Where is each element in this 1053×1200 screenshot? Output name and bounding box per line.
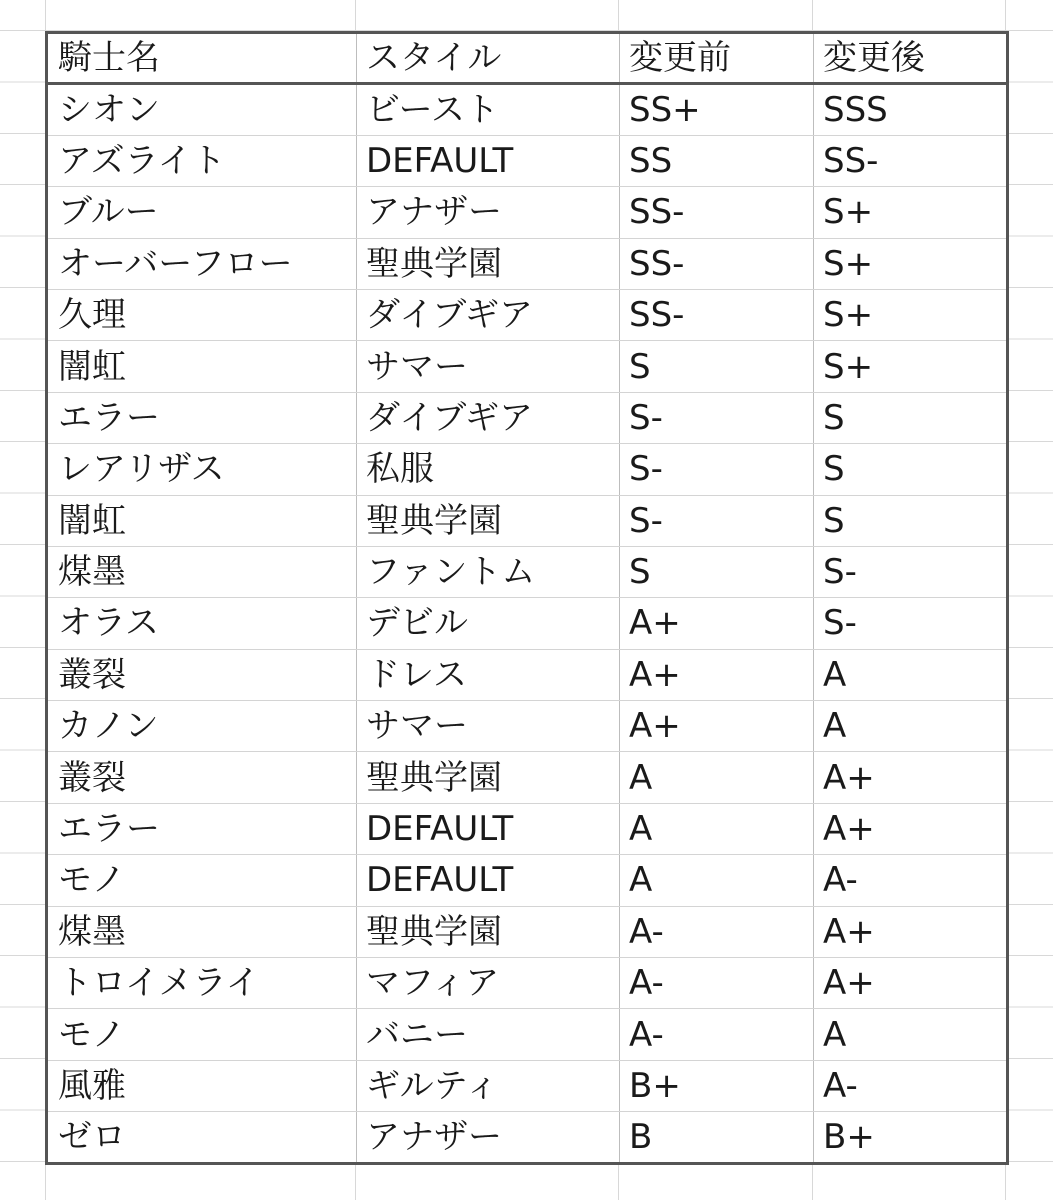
cell-after[interactable]: SSS	[814, 84, 1008, 135]
cell-knight-name[interactable]: 叢裂	[47, 649, 357, 700]
cell-after[interactable]: A	[814, 649, 1008, 700]
cell-knight-name[interactable]: オラス	[47, 598, 357, 649]
cell-knight-name[interactable]: 風雅	[47, 1060, 357, 1111]
cell-before[interactable]: A+	[620, 598, 814, 649]
cell-before[interactable]: SS+	[620, 84, 814, 135]
cell-style[interactable]: デビル	[357, 598, 620, 649]
cell-before[interactable]: B+	[620, 1060, 814, 1111]
header-cell-style[interactable]: スタイル	[357, 33, 620, 84]
cell-knight-name[interactable]: ブルー	[47, 187, 357, 238]
cell-before[interactable]: B	[620, 1112, 814, 1163]
cell-knight-name[interactable]: シオン	[47, 84, 357, 135]
table-row	[47, 444, 1008, 495]
cell-after[interactable]: A+	[814, 752, 1008, 803]
cell-style[interactable]: DEFAULT	[357, 803, 620, 854]
header-cell-after[interactable]: 変更後	[814, 33, 1008, 84]
cell-style[interactable]: バニー	[357, 1009, 620, 1060]
cell-before[interactable]: A-	[620, 1009, 814, 1060]
cell-after[interactable]: A+	[814, 803, 1008, 854]
cell-after[interactable]: A+	[814, 906, 1008, 957]
cell-before[interactable]: SS-	[620, 187, 814, 238]
cell-style[interactable]: 私服	[357, 444, 620, 495]
cell-after[interactable]: S	[814, 392, 1008, 443]
table-row	[47, 803, 1008, 854]
table-row	[47, 1060, 1008, 1111]
cell-style[interactable]: サマー	[357, 701, 620, 752]
table-row	[47, 958, 1008, 1009]
cell-before[interactable]: A-	[620, 958, 814, 1009]
cell-knight-name[interactable]: 久理	[47, 289, 357, 340]
cell-style[interactable]: 聖典学園	[357, 752, 620, 803]
cell-knight-name[interactable]: エラー	[47, 392, 357, 443]
cell-before[interactable]: A+	[620, 701, 814, 752]
cell-before[interactable]: S	[620, 546, 814, 597]
cell-knight-name[interactable]: モノ	[47, 1009, 357, 1060]
cell-style[interactable]: ドレス	[357, 649, 620, 700]
cell-after[interactable]: A+	[814, 958, 1008, 1009]
table-row	[47, 1112, 1008, 1163]
cell-before[interactable]: A+	[620, 649, 814, 700]
cell-after[interactable]: S+	[814, 187, 1008, 238]
cell-after[interactable]: S+	[814, 289, 1008, 340]
table-row	[47, 84, 1008, 135]
cell-knight-name[interactable]: カノン	[47, 701, 357, 752]
cell-knight-name[interactable]: 叢裂	[47, 752, 357, 803]
table-row	[47, 495, 1008, 546]
cell-knight-name[interactable]: ゼロ	[47, 1112, 357, 1163]
cell-after[interactable]: A	[814, 1009, 1008, 1060]
header-row	[47, 33, 1008, 84]
cell-knight-name[interactable]: エラー	[47, 803, 357, 854]
cell-after[interactable]: S	[814, 444, 1008, 495]
cell-after[interactable]: B+	[814, 1112, 1008, 1163]
table-row	[47, 187, 1008, 238]
table-row	[47, 546, 1008, 597]
cell-before[interactable]: A	[620, 803, 814, 854]
cell-style[interactable]: マフィア	[357, 958, 620, 1009]
cell-style[interactable]: サマー	[357, 341, 620, 392]
cell-after[interactable]: S+	[814, 341, 1008, 392]
cell-after[interactable]: S-	[814, 598, 1008, 649]
cell-style[interactable]: アナザー	[357, 1112, 620, 1163]
cell-before[interactable]: A-	[620, 906, 814, 957]
cell-style[interactable]: ビースト	[357, 84, 620, 135]
table-row	[47, 701, 1008, 752]
cell-style[interactable]: 聖典学園	[357, 906, 620, 957]
cell-knight-name[interactable]: 煤墨	[47, 546, 357, 597]
table-row	[47, 341, 1008, 392]
table-row	[47, 1009, 1008, 1060]
cell-knight-name[interactable]: レアリザス	[47, 444, 357, 495]
cell-knight-name[interactable]: モノ	[47, 855, 357, 906]
table-row	[47, 598, 1008, 649]
cell-after[interactable]: S	[814, 495, 1008, 546]
table-row	[47, 392, 1008, 443]
cell-style[interactable]: DEFAULT	[357, 135, 620, 186]
cell-before[interactable]: A	[620, 752, 814, 803]
cell-after[interactable]: A	[814, 701, 1008, 752]
table-row	[47, 752, 1008, 803]
cell-after[interactable]: A-	[814, 855, 1008, 906]
header-cell-knight-name[interactable]: 騎士名	[47, 33, 357, 84]
cell-style[interactable]: ダイブギア	[357, 392, 620, 443]
table-row	[47, 135, 1008, 186]
cell-style[interactable]: ギルティ	[357, 1060, 620, 1111]
data-table	[45, 31, 1009, 1165]
table-row	[47, 649, 1008, 700]
cell-after[interactable]: S-	[814, 546, 1008, 597]
cell-after[interactable]: A-	[814, 1060, 1008, 1111]
table-body	[47, 84, 1008, 1163]
cell-after[interactable]: SS-	[814, 135, 1008, 186]
cell-before[interactable]: SS-	[620, 289, 814, 340]
table-row	[47, 906, 1008, 957]
header-cell-before[interactable]: 変更前	[620, 33, 814, 84]
cell-before[interactable]: S-	[620, 444, 814, 495]
cell-before[interactable]: A	[620, 855, 814, 906]
cell-knight-name[interactable]: 闇虹	[47, 495, 357, 546]
cell-before[interactable]: SS	[620, 135, 814, 186]
cell-knight-name[interactable]: アズライト	[47, 135, 357, 186]
cell-before[interactable]: S-	[620, 495, 814, 546]
cell-style[interactable]: アナザー	[357, 187, 620, 238]
cell-style[interactable]: 聖典学園	[357, 238, 620, 289]
cell-after[interactable]: S+	[814, 238, 1008, 289]
cell-style[interactable]: 聖典学園	[357, 495, 620, 546]
table-row	[47, 855, 1008, 906]
cell-knight-name[interactable]: オーバーフロー	[47, 238, 357, 289]
table-row	[47, 289, 1008, 340]
cell-before[interactable]: S	[620, 341, 814, 392]
cell-style[interactable]: ファントム	[357, 546, 620, 597]
cell-style[interactable]: ダイブギア	[357, 289, 620, 340]
cell-knight-name[interactable]: 煤墨	[47, 906, 357, 957]
cell-before[interactable]: SS-	[620, 238, 814, 289]
cell-knight-name[interactable]: 闇虹	[47, 341, 357, 392]
table-row	[47, 238, 1008, 289]
cell-knight-name[interactable]: トロイメライ	[47, 958, 357, 1009]
cell-before[interactable]: S-	[620, 392, 814, 443]
cell-style[interactable]: DEFAULT	[357, 855, 620, 906]
